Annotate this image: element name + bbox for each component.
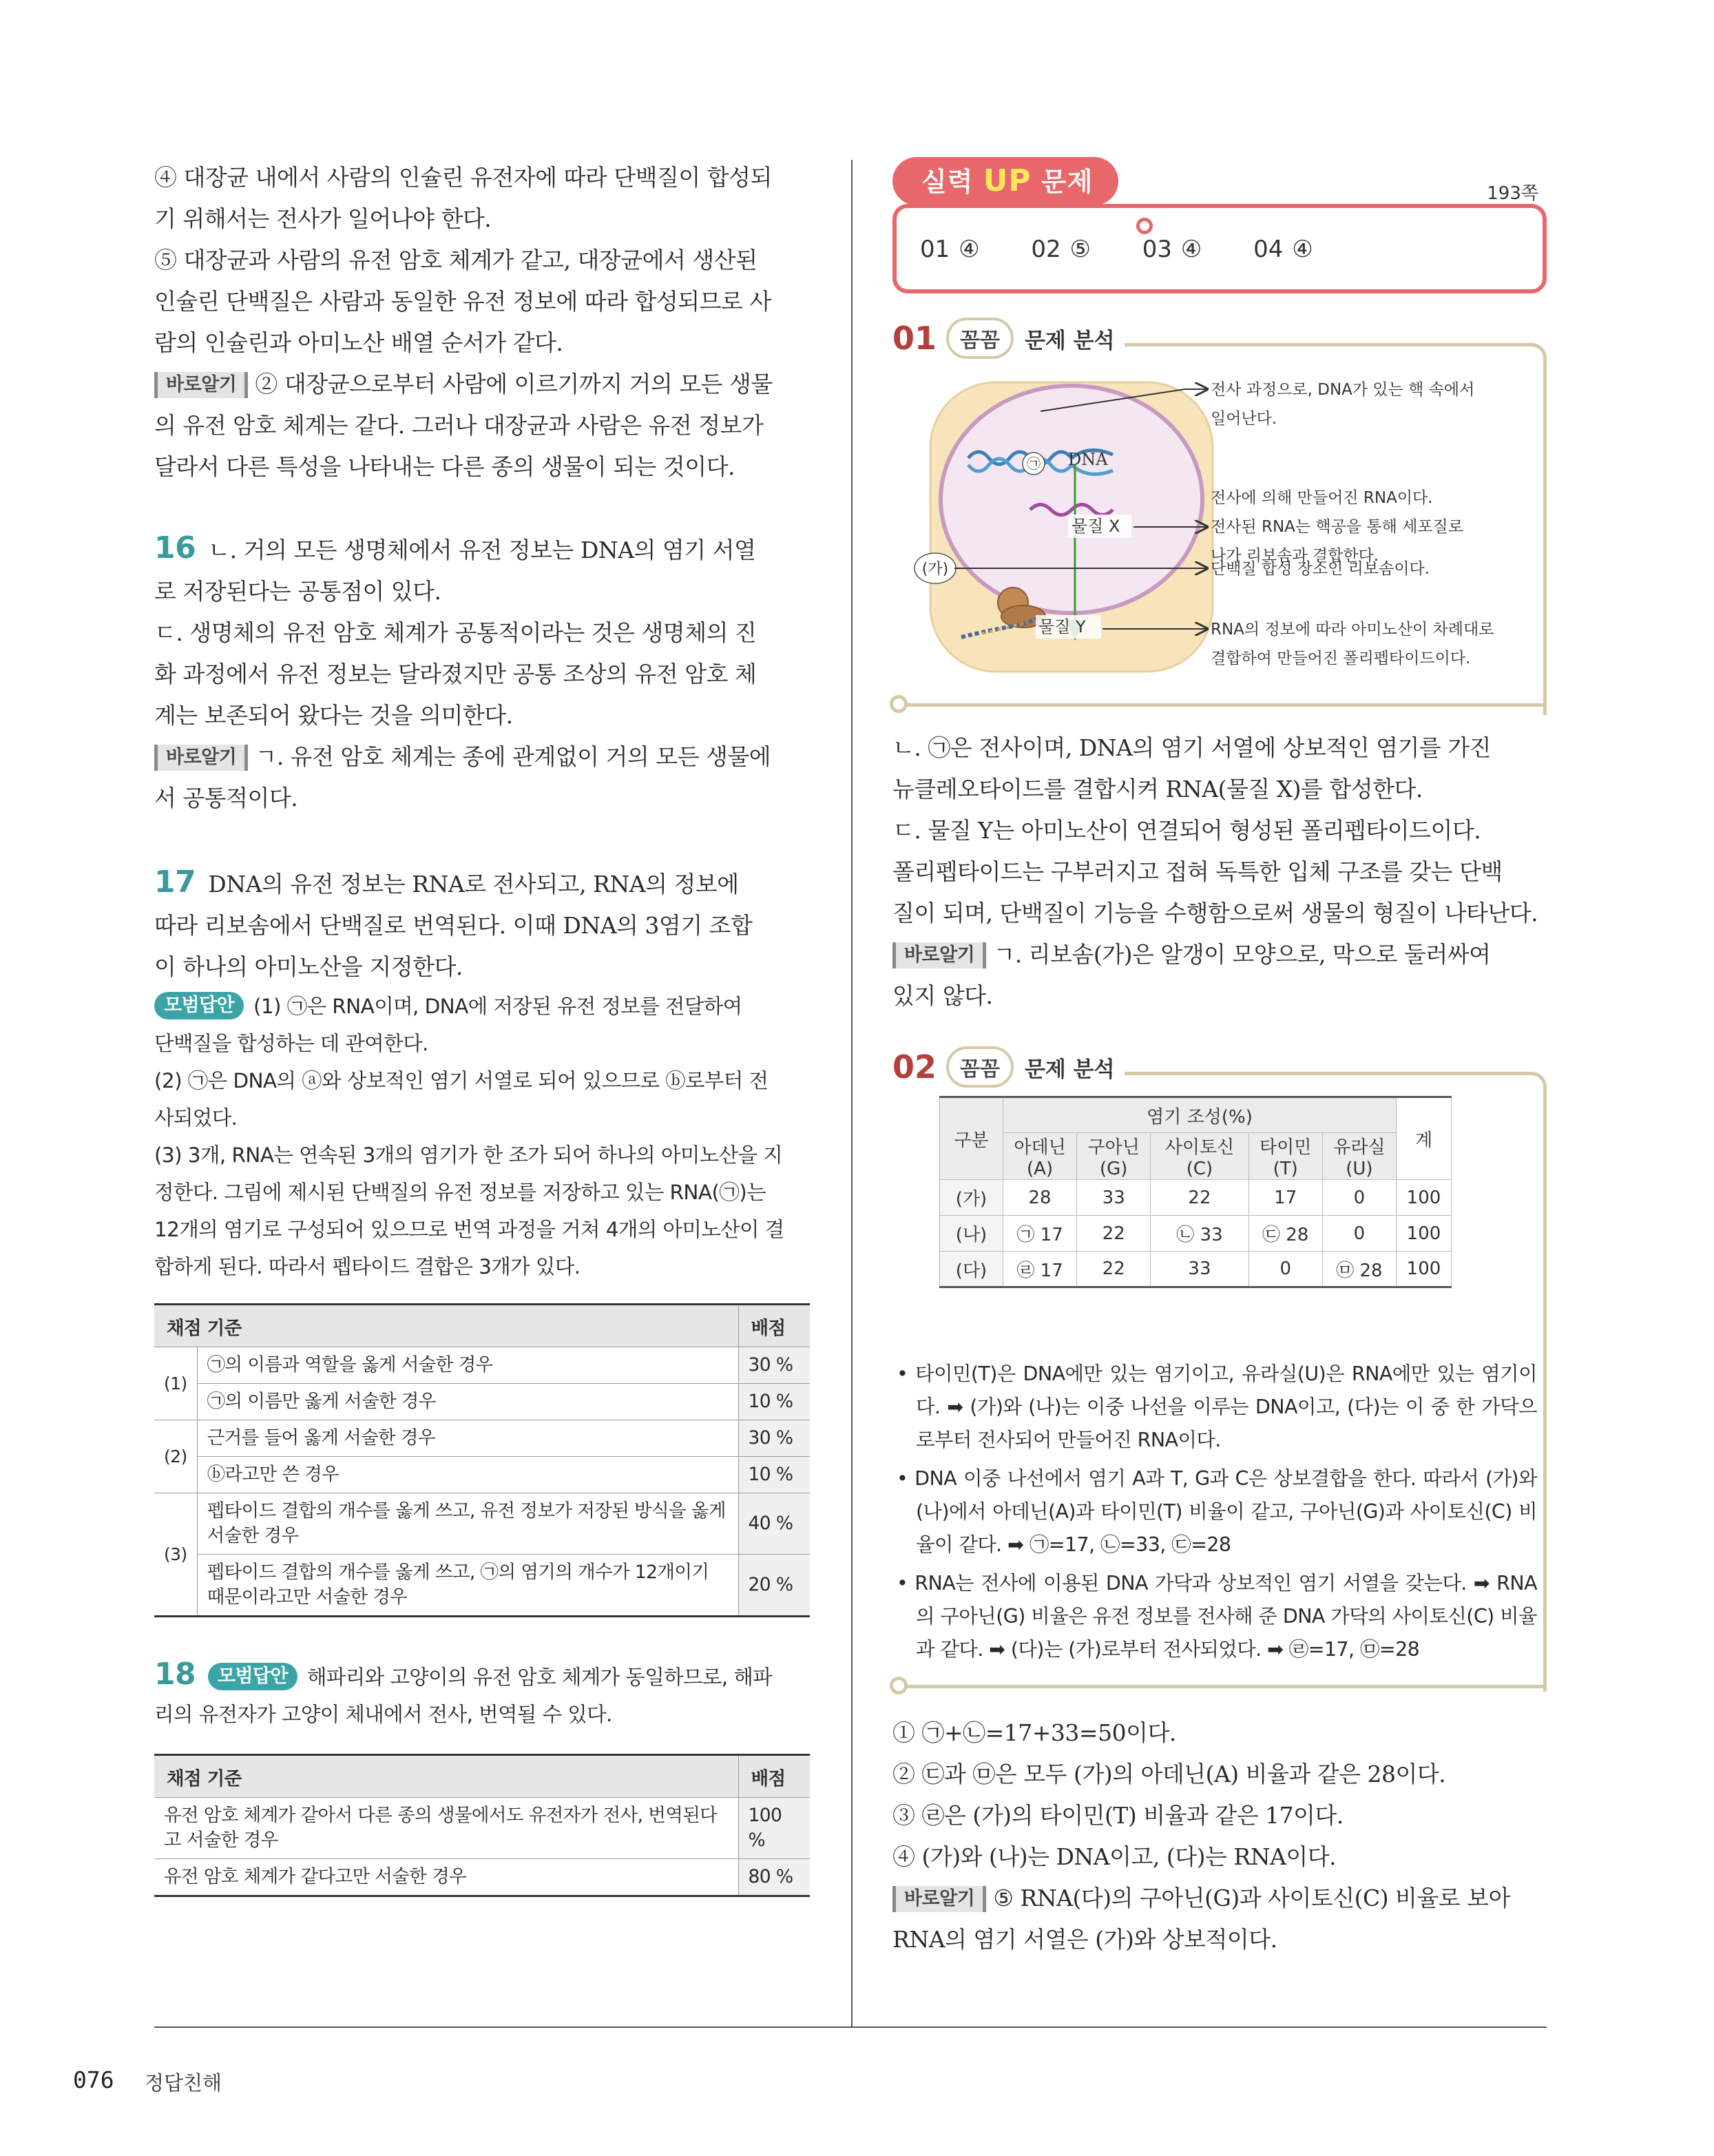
answer-item: 03 ④ [1142,236,1202,263]
note: 전사에 의해 만들어진 RNA이다. [1211,489,1433,507]
q01-line: 질이 되며, 단백질이 기능을 수행함으로써 생물의 형질이 나타난다. [892,900,1538,926]
q16-line: 로 저장된다는 공통점이 있다. [154,578,441,605]
note: 전사 과정으로, DNA가 있는 핵 속에서 [1211,381,1475,399]
baro-tag: 바로알기 [154,745,248,771]
bullet-item: • RNA는 전사에 이용된 DNA 가닥과 상보적인 염기 서열을 갖는다. ➡ RNA의 구아닌(G) 비율은 유전 정보를 전사해 준 DNA 가닥의 사이토신(C) 비율과 같다. ➡ (다)는 (가)로부터 전사되었다. ➡ ㉣=17, ㉤=28 [897,1572,1537,1661]
q17-answer-line: (3) 3개, RNA는 연속된 3개의 염기가 한 조가 되어 하나의 아미노산을 지 [154,1143,783,1167]
q17-scoring-table [154,1303,810,1617]
intro-baro-line: 달라서 다른 특성을 나타내는 다른 종의 생물이 되는 것이다. [154,453,735,480]
column-header: 염기 조성(%) [1003,1097,1397,1133]
book-label: 정답친해 [145,2071,222,2095]
question-number: 17 [154,864,196,900]
table-row: (다) ㉣ 17 22 33 0 ㉤ 28 100 [940,1252,1452,1287]
q01-line: 뉴클레오타이드를 결합시켜 RNA(물질 X)를 합성한다. [892,776,1423,802]
question-number: 18 [154,1657,196,1692]
q17-answer-line: 단백질을 합성하는 데 관여한다. [154,1032,428,1055]
bullet-item: • DNA 이중 나선에서 염기 A과 T, G과 C은 상보결합을 한다. 따라서 (가)와 (나)에서 아데닌(A)과 타이민(T) 비율이 같고, 구아닌(G)과 사이토신(C) 비율이 같다. ➡ ㉠=17, ㉡=33, ㉢=28 [897,1467,1537,1556]
table-header: 배점 [738,1305,810,1347]
q01-explanation: ㄴ. ㉠은 전사이며, DNA의 염기 서열에 상보적인 염기를 가진 뉴클레오타이드를 결합시켜 RNA(물질 X)를 합성한다. ㄷ. 물질 Y는 아미노산이 연결되어 형성된 폴리펩타이드이다. 폴리펩타이드는 구부러지고 접혀 독특한 입체 구조를 갖는 단백 질이 되며, 단백질이 기능을 수행함으로써 생물의 형질이 나타난다. 바로알기 ㄱ. 리보솜(가)은 알갱이 모양으로, 막으로 둘러싸여 있지 않다. [892,727,1547,1017]
answer-item: 02 ⑤ [1031,236,1091,263]
column-divider [851,160,853,2027]
column-header: 구분 [940,1097,1003,1180]
page-number: 076 [73,2066,114,2093]
q01-line: ㄷ. 물질 Y는 아미노산이 연결되어 형성된 폴리펩타이드이다. [892,817,1481,844]
table-row: 펩타이드 결합의 개수를 옳게 쓰고, ㉠의 염기의 개수가 12개이기 때문이라고만 서술한 경우 20 % [154,1555,810,1617]
note: 일어난다. [1211,410,1277,428]
q02-analysis-box [892,1048,1547,1692]
q17-line: 따라 리보솜에서 단백질로 번역된다. 이때 DNA의 3염기 조합 [154,912,753,939]
q17-answer-line: 사되었다. [154,1106,238,1130]
note: 나가 리보솜과 결합한다. [1211,547,1379,565]
substance-x-label: 물질 X [1072,517,1120,536]
table-header: 채점 기준 [154,1305,738,1347]
answer-item: 01 ④ [920,236,980,263]
q02-line: ④ (가)와 (나)는 DNA이고, (다)는 RNA이다. [892,1843,1337,1870]
q17-answer-line: 합하게 된다. 따라서 펩타이드 결합은 3개가 있다. [154,1255,581,1278]
table-row: ㉠의 이름만 옳게 서술한 경우 10 % [154,1384,810,1420]
q02-line: ③ ㉣은 (가)의 타이민(T) 비율과 같은 17이다. [892,1802,1344,1829]
question-number: 16 [154,530,196,566]
analysis-title: 01 꼼꼼 문제 분석 [892,318,1125,359]
q01-line: ㄴ. ㉠은 전사이며, DNA의 염기 서열에 상보적인 염기를 가진 [892,734,1491,761]
q02-baro-line: RNA의 염기 서열은 (가)와 상보적이다. [892,1926,1277,1953]
intro-baro-line: 바로알기 ② 대장균으로부터 사람에 이르기까지 거의 모든 생물 [154,364,810,405]
cell-diagram [892,362,1533,692]
table-row: (가) 28 33 22 17 0 100 [940,1180,1452,1216]
intro-line: 기 위해서는 전사가 일어나야 한다. [154,205,492,232]
intro-line: ⑤ 대장균과 사람의 유전 암호 체계가 같고, 대장균에서 생산된 [154,247,757,273]
dna-label: DNA [1068,450,1108,469]
left-column [154,157,810,1897]
page-reference: 193쪽 [1487,183,1538,204]
analysis-title: 02 꼼꼼 문제 분석 [892,1046,1125,1088]
note: RNA의 정보에 따라 아미노산이 차례대로 [1211,621,1494,639]
circle-label: ㉠ [1027,455,1041,472]
intro-section [154,157,810,488]
skill-up-header [892,157,1547,295]
question-18: 18 모범답안 해파리와 고양이의 유전 암호 체계가 동일하므로, 해파 리의 유전자가 고양이 체내에서 전사, 번역될 수 있다. 채점 기준 배점 유전 암호 체계가 같아서 다른 종의 생물에서도 유전자가 전사, 번역된다고 서술한 경우 100 % 유전 암호 체계가 같다고만 서술한 경우 80 % [154,1656,810,1897]
analysis-bullets [897,1358,1537,1666]
note: 결합하여 만들어진 폴리펩타이드이다. [1211,650,1471,667]
q17-answer-line: (2) ㉠은 DNA의 ⓐ와 상보적인 염기 서열로 되어 있으므로 ⓑ로부터 전 [154,1069,769,1092]
intro-line: ④ 대장균 내에서 사람의 인슐린 유전자에 따라 단백질이 합성되 [154,164,772,191]
table-row: (2) 근거를 들어 옳게 서술한 경우 30 % [154,1420,810,1457]
table-row: 유전 암호 체계가 같아서 다른 종의 생물에서도 유전자가 전사, 번역된다고 서술한 경우 100 % [154,1798,810,1859]
note: 단백질 합성 장소인 리보솜이다. [1211,560,1430,578]
intro-baro-line: 의 유전 암호 체계는 같다. 그러나 대장균과 사람은 유전 정보가 [154,412,764,439]
q18-scoring-table [154,1754,810,1897]
q02-line: ① ㉠+㉡=17+33=50이다. [892,1719,1176,1746]
baro-tag: 바로알기 [154,372,248,398]
q01-line: 폴리펩타이드는 구부러지고 접혀 독특한 입체 구조를 갖는 단백 [892,858,1503,885]
table-row: (3) 펩타이드 결합의 개수를 옳게 쓰고, 유전 정보가 저장된 방식을 옳게 서술한 경우 40 % [154,1493,810,1555]
kkomkkom-tag: 꼼꼼 [946,318,1014,359]
right-column [892,157,1547,1960]
model-answer-tag: 모범답안 [154,992,244,1019]
table-header: 채점 기준 [154,1755,738,1798]
nucleus-shape [941,386,1202,613]
ribosome-label: (가) [921,561,949,578]
question-17: 17 DNA의 유전 정보는 RNA로 전사되고, RNA의 정보에 따라 리보솜에서 단백질로 번역된다. 이때 DNA의 3염기 조합 이 하나의 아미노산을 지정한다. 모범답안 (1) ㉠은 RNA이며, DNA에 저장된 유전 정보를 전달하여 단백질을 합성하는 데 관여한다. (2) ㉠은 DNA의 ⓐ와 상보적인 염기 서열로 되어 있으므로 ⓑ로부터 전 사되었다. (3) 3개, RNA는 연속된 3개의 염기가 한 조가 되어 하나의 아미노산을 지 정한다. 그림에 제시된 단백질의 유전 정보를 저장하고 있는 RNA(㉠)는 12개의 염기로 구성되어 있으므로 번역 과정을 거쳐 4개의 아미노산이 결 합하게 된다. 따라서 펩타이드 결합은 3개가 있다. 채점 기준 배점 (1) ㉠의 이름과 역할을 옳게 서술한 경우 30 % ㉠의 이름만 옳게 서술한 경우 10 % (2) 근거를 들어 옳게 서술한 경우 30 % ⓑ라고만 쓴 경우 10 % (3) 펩타이드 결합의 개수를 옳게 쓰고, 유전 정보가 저장된 방식을 옳게 서술한 경우 40 % 펩타이드 결합의 개수를 옳게 쓰고, ㉠의 염기의 개수가 12개이기 때문이라고만 서술한 경우 20 % [154,862,810,1617]
q17-line: 이 하나의 아미노산을 지정한다. [154,953,463,980]
bullet-item: • 타이민(T)은 DNA에만 있는 염기이고, 유라실(U)은 RNA에만 있는 염기이다. ➡ (가)와 (나)는 이중 나선을 이루는 DNA이고, (다)는 이 중 한 가닥으로부터 전사되어 만들어진 RNA이다. [897,1362,1537,1451]
q16-line: 화 과정에서 유전 정보는 달라졌지만 공통 조상의 유전 암호 체 [154,661,757,687]
note: 전사된 RNA는 핵공을 통해 세포질로 [1211,518,1463,536]
q02-line: ② ㉢과 ㉤은 모두 (가)의 아데닌(A) 비율과 같은 28이다. [892,1761,1446,1787]
column-header: 계 [1397,1097,1452,1180]
intro-line: 람의 인슐린과 아미노산 배열 순서가 같다. [154,329,563,356]
q16-baro-line: 서 공통적이다. [154,785,298,811]
table-row: 유전 암호 체계가 같다고만 서술한 경우 80 % [154,1859,810,1896]
footer-rule [154,2027,1547,2028]
connector-dot [1136,218,1153,234]
q17-answer-line: 정한다. 그림에 제시된 단백질의 유전 정보를 저장하고 있는 RNA(㉠)는 [154,1181,766,1204]
q16-line: ㄷ. 생명체의 유전 암호 체계가 공통적이라는 것은 생명체의 진 [154,619,757,646]
q01-analysis-box [892,320,1547,715]
baro-tag: 바로알기 [892,942,986,968]
q16-line: 계는 보존되어 왔다는 것을 의미한다. [154,702,513,729]
intro-line: 인슐린 단백질은 사람과 동일한 유전 정보에 따라 합성되므로 사 [154,288,771,315]
base-composition-table: 구분 염기 조성(%) 계 아데닌 (A) 구아닌 (G) 사이토신 (C) 타이민 (T) 유라실 (U) (가) 28 33 22 17 0 100 (나) ㉠ 17 22 ㉡ 33 ㉢ 28 0 100 (다) ㉣ 17 22 33 0 ㉤ 28 100 [939,1096,1452,1288]
baro-tag: 바로알기 [892,1886,986,1912]
table-row: ⓑ라고만 쓴 경우 10 % [154,1457,810,1493]
kkomkkom-tag: 꼼꼼 [946,1046,1014,1088]
answer-list [920,236,1356,263]
q17-answer-line: 12개의 염기로 구성되어 있으므로 번역 과정을 거쳐 4개의 아미노산이 결 [154,1218,784,1241]
q01-baro-line: 있지 않다. [892,982,993,1009]
answer-item: 04 ④ [1253,236,1313,263]
skill-up-badge: 실력 UP 문제 [892,157,1118,205]
model-answer-tag: 모범답안 [208,1663,297,1690]
table-header: 배점 [738,1755,810,1798]
substance-y-label: 물질 Y [1038,617,1086,636]
question-16: 16 ㄴ. 거의 모든 생명체에서 유전 정보는 DNA의 염기 서열 로 저장된다는 공통점이 있다. ㄷ. 생명체의 유전 암호 체계가 공통적이라는 것은 생명체의 진 화 과정에서 유전 정보는 달라졌지만 공통 조상의 유전 암호 체 계는 보존되어 왔다는 것을 의미한다. 바로알기 ㄱ. 유전 암호 체계는 종에 관계없이 거의 모든 생물에 서 공통적이다. [154,528,810,819]
q18-line: 리의 유전자가 고양이 체내에서 전사, 번역될 수 있다. [154,1703,612,1726]
table-row: (1) ㉠의 이름과 역할을 옳게 서술한 경우 30 % [154,1347,810,1384]
table-row: (나) ㉠ 17 22 ㉡ 33 ㉢ 28 0 100 [940,1216,1452,1252]
q02-explanation: ① ㉠+㉡=17+33=50이다. ② ㉢과 ㉤은 모두 (가)의 아데닌(A) 비율과 같은 28이다. ③ ㉣은 (가)의 타이민(T) 비율과 같은 17이다. ④ (가)와 (나)는 DNA이고, (다)는 RNA이다. 바로알기 ⑤ RNA(다)의 구아닌(G)과 사이토신(C) 비율로 보아 RNA의 염기 서열은 (가)와 상보적이다. [892,1712,1547,1960]
